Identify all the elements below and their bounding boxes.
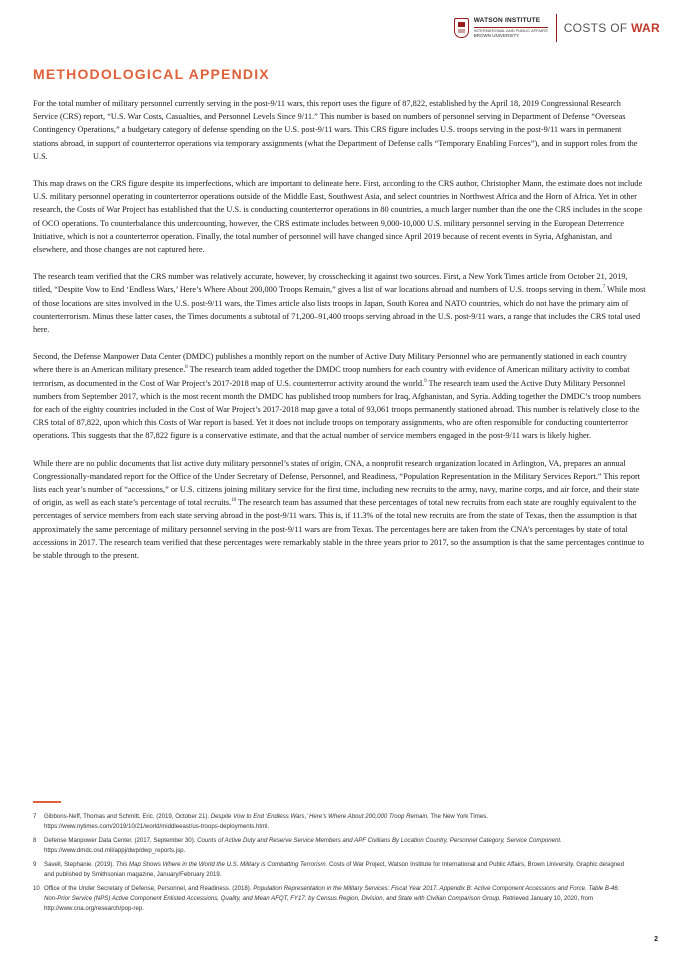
footnote-tail[interactable]: https://www.dmdc.osd.mil/appj/dwp/dwp_reports.jsp. (44, 847, 186, 854)
paragraph-text: The research team has assumed that these percentages of total new recruits from each state are roughly equivalent to the percentages of service members from each state serving abroad in the post-9/11 wars. This is, if 11.3% of the total new recruits are from the state of Texas, then the assumption is that approximately the same percentage of military personnel serving in the post-9/11 wars are from Texas. The percentages here are taken from the CNA’s percentages by state of total accessions in 2017. The research team verified that these percentages were remarkably stable in the three years prior to 2017, so the assumption is that the same percentages continue to be stable through to the present. (33, 498, 645, 561)
footnote-ref[interactable]: 10 (231, 498, 237, 504)
footnote-title: Population Representation in the Military Services: Fiscal Year 2017. Appendix B: Active Component Accessions and Force. Table B-46: Non-Prior Service (NPS) Active Component Enlisted Accessions, Quality, and Mean AFQT, FY17: by Census Region, Division, and State with Civilian Comparison Group. (44, 885, 620, 902)
page-title: METHODOLOGICAL APPENDIX (33, 66, 270, 82)
footnote-number: 7 (33, 813, 37, 820)
footnote-lead: Gibbons-Neff, Thomas and Schmitt, Eric. (2019, October 21). (44, 813, 211, 820)
footnote-number: 10 (33, 885, 40, 892)
shield-icon (454, 18, 469, 38)
paragraph (33, 457, 647, 563)
footnote-number: 9 (33, 861, 37, 868)
paragraph (33, 97, 647, 163)
footnote-tail[interactable]: Retrieved January 10, 2020, from http://www.cna.org/research/pop-rep. (44, 895, 594, 912)
paragraph-text: Second, the Defense Manpower Data Center (DMDC) publishes a monthly report on the number of Active Duty Military Personnel who are permanently stationed in each country where there is an American military presence. (33, 352, 627, 375)
body-text (33, 97, 647, 576)
footnotes (33, 812, 633, 918)
footnote-title: Despite Vow to End ‘Endless Wars,’ Here’s Where About 200,000 Troop Remain. (210, 813, 429, 820)
logo-line-2: INTERNATIONAL AND PUBLIC AFFAIRS (473, 27, 548, 33)
footnote (33, 884, 633, 914)
footnote-ref[interactable]: 8 (185, 365, 188, 371)
footnote-lead: Savell, Stephanie. (2019). (44, 861, 116, 868)
footnote-title: This Map Shows Where in the World the U.S. Military is Combatting Terrorism. (115, 861, 328, 868)
footnote-ref[interactable]: 9 (424, 378, 427, 384)
footnote-text (44, 860, 633, 880)
paragraph (33, 350, 647, 442)
paragraph-text: This map draws on the CRS figure despite its imperfections, which are important to delineate here. First, according to the CRS author, Christopher Mann, the estimate does not include U.S. military personnel operating in counterterror operations outside of the Middle East, Southwest Asia, and select countries in Northwest Africa and the Horn of Africa. Yet in other research, the Costs of War Project has established that the U.S. is conducting counterterror operations in 80 countries, a much larger number than the one the CRS includes in the scope of OCO operations. To counterbalance this undercounting, however, the CRS estimate includes between 9,000-10,000 U.S. military personnel serving in the European Deterrence Initiative, which is not a counterterror operation. Finally, the total number of personnel will have changed since April 2019 because of recent events in Syria, Afghanistan, and elsewhere, and those changes are not captured here. (33, 179, 643, 255)
paragraph-text: While most of those locations are sites involved in the U.S. post-9/11 wars, the Times article also lists troops in Japan, South Korea and NATO countries, which do not have the primary aim of counterterrorism. Minus these latter cases, the Times documents a subtotal of 71,200–91,400 troops serving abroad in the U.S. post-9/11 wars, a range that includes the CRS total used here. (33, 285, 646, 335)
footnote-tail[interactable]: The New York Times. https://www.nytimes.com/2019/10/21/world/middleeast/us-troops-deployments.html. (44, 813, 488, 830)
footnote-lead: Office of the Under Secretary of Defense, Personnel, and Readiness. (2018). (44, 885, 254, 892)
watson-institute-logo (454, 18, 548, 38)
logo-line-1: WATSON INSTITUTE (473, 17, 541, 24)
footnote-number: 8 (33, 837, 37, 844)
paragraph-text: The research team added together the DMDC troop numbers for each country with evidence of American military activity to combat terrorism, as documented in the Cost of War Project’s 2017-2018 map of U.S. counterterror activity around the world. (33, 365, 630, 388)
footnote (33, 836, 633, 856)
paragraph-text: While there are no public documents that list active duty military personnel’s states of origin, CNA, a nonprofit research organization located in Arlington, VA, prepares an annual Congressionally-mandated report for the Office of the Under Secretary of Defense, Personnel, and Readiness, “Population Representation in the Military Services Report.” This report lists each year’s number of “accessions,” or U.S. citizens joining military service for the first time, including new recruits to the army, navy, marine corps, and air force, and their state of origin, as well as each state’s percentage of total recruits. (33, 458, 641, 508)
footnote-tail: Costs of War Project, Watson Institute for International and Public Affairs, Brown University. Graphic designed and published by Smithsonian magazine, January/February 2019. (44, 861, 624, 878)
footnote-title: Counts of Active Duty and Reserve Service Members and APF Civilians By Location Country, Personnel Category, Service Component. (197, 837, 562, 844)
footnote-text (44, 836, 633, 856)
page-number: 2 (654, 936, 658, 943)
footnote-lead: Defense Manpower Data Center. (2017, September 30). (44, 837, 198, 844)
footnote (33, 860, 633, 880)
footnote-text (44, 884, 633, 914)
paragraph-text: For the total number of military personnel currently serving in the post-9/11 wars, this report uses the figure of 87,822, established by the April 18, 2019 Congressional Research Service (CRS) report, “U.S. War Costs, Casualties, and Personnel Levels Since 9/11.” This number is based on numbers of personnel serving in Department of Defense “Overseas Contingency Operations,” a budgetary category of defense spending on the U.S. post-9/11 wars. This CRS figure includes U.S. troops serving in the post-9/11 wars in permanent stations abroad, in support of counterterror operations via temporary assignments (what the Department of Defense calls “Temporary Enabling Forces”), and in support roles from the U.S. (33, 99, 638, 161)
footnote (33, 812, 633, 832)
logo-text (474, 18, 548, 38)
header-divider (556, 14, 557, 42)
paragraph-text: The research team used the Active Duty Military Personnel numbers from September 2017, which is the most recent month the DMDC has published troop numbers for Iraq, Afghanistan, and Syria. Adding together the DMDC’s troop numbers for each of the eighty countries included in the Cost of War Project’s 2017-2018 map gave a total of 93,061 troops permanently stationed abroad. This number is relatively close to the CRS total of 87,822, upon which this Costs of War report is based. Yet it does not include troops on temporary assignments, who are often responsible for conducting counterterror operations. This suggests that the 87,822 figure is a conservative estimate, and that the actual number of service members engaged in the post-9/11 wars is likely higher. (33, 378, 641, 441)
paragraph (33, 177, 647, 256)
costs-of-war-brand (564, 21, 660, 35)
footnote-text (44, 812, 633, 832)
footnote-ref[interactable]: 7 (602, 285, 606, 291)
footnote-divider (33, 801, 61, 803)
brand-prefix: COSTS OF (563, 21, 632, 35)
logo-line-3: BROWN UNIVERSITY (473, 32, 520, 38)
paragraph (33, 270, 647, 336)
page-header (454, 14, 660, 42)
brand-accent: WAR (631, 21, 660, 35)
paragraph-text: The research team verified that the CRS number was relatively accurate, however, by crosschecking it against two sources. First, a New York Times article from October 21, 2019, titled, “Despite Vow to End ‘Endless Wars,’ Here’s Where About 200,000 Troops Remain,” gives a list of war locations abroad and numbers of U.S. troops serving in them. (33, 272, 628, 295)
